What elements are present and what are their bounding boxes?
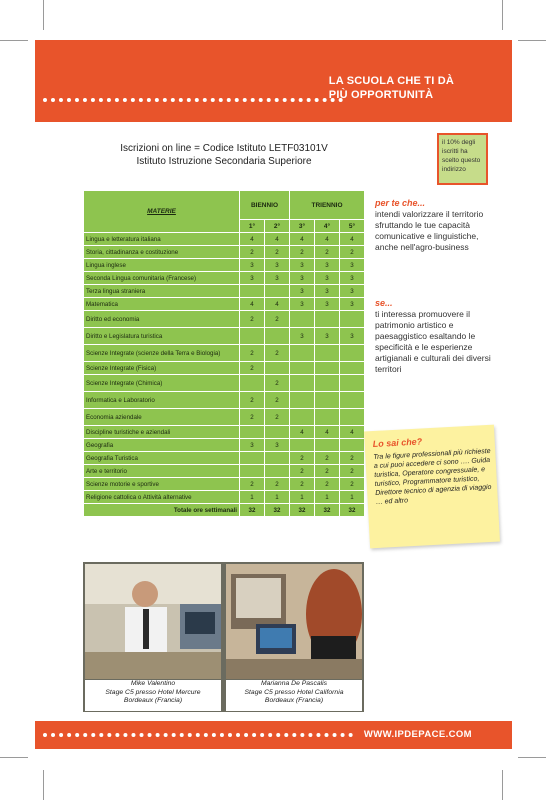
hours-cell: 4	[290, 426, 315, 439]
hours-cell: 2	[315, 465, 340, 478]
table-row	[84, 491, 365, 504]
hours-cell: 2	[240, 362, 265, 375]
year-5: 5°	[340, 220, 365, 233]
hours-cell	[290, 362, 315, 375]
hours-cell	[315, 409, 340, 426]
table-row	[84, 328, 365, 345]
hours-cell	[290, 392, 315, 409]
table-row	[84, 259, 365, 272]
hours-cell	[290, 345, 315, 362]
photo-strip	[83, 562, 364, 712]
crop-mark	[502, 0, 503, 30]
hours-cell: 2	[265, 311, 290, 328]
crop-mark	[518, 757, 546, 758]
hours-cell: 2	[290, 246, 315, 259]
subject-cell: Diritto e Legislatura turistica	[84, 328, 240, 345]
table-row	[84, 426, 365, 439]
hours-cell: 3	[290, 272, 315, 285]
caption-1-place: Bordeaux (Francia)	[123, 697, 183, 704]
subject-cell: Matematica	[84, 298, 240, 311]
table-row	[84, 392, 365, 409]
subject-cell: Geografia	[84, 439, 240, 452]
crop-mark	[502, 770, 503, 800]
hours-cell: 2	[290, 452, 315, 465]
table-row	[84, 345, 365, 362]
registration-code: Iscrizioni on line = Codice Istituto LETF03101V	[120, 143, 328, 154]
hours-cell: 3	[315, 328, 340, 345]
hours-cell	[315, 362, 340, 375]
footer-dots	[43, 733, 353, 737]
hours-cell: 3	[340, 285, 365, 298]
total-5: 32	[340, 504, 365, 517]
subject-cell: Terza lingua straniera	[84, 285, 240, 298]
year-3: 3°	[290, 220, 315, 233]
hours-cell	[265, 285, 290, 298]
subject-cell: Discipline turistiche e aziendali	[84, 426, 240, 439]
total-1: 32	[240, 504, 265, 517]
hours-cell	[265, 426, 290, 439]
hours-cell: 2	[265, 246, 290, 259]
side-body-2: ti interessa promuovere il patrimonio artistico e paesaggistico esaltando le specificità e le esperienze artigianali e culturali dei diversi territori	[375, 309, 491, 374]
hours-cell	[265, 452, 290, 465]
caption-2-stage: Stage C5 presso Hotel California	[244, 688, 344, 696]
hours-cell	[340, 362, 365, 375]
hours-cell: 3	[340, 328, 365, 345]
hours-cell: 4	[340, 233, 365, 246]
hours-cell: 4	[265, 298, 290, 311]
hours-cell: 2	[240, 392, 265, 409]
header-title-line2: PIÙ OPPORTUNITÀ	[328, 89, 434, 101]
hours-cell	[265, 465, 290, 478]
hours-cell: 4	[290, 233, 315, 246]
hours-cell: 2	[240, 311, 265, 328]
table-row	[84, 478, 365, 491]
table-row	[84, 375, 365, 392]
hours-cell	[240, 285, 265, 298]
caption-1-stage: Stage C5 presso Hotel Mercure	[105, 688, 201, 696]
hours-cell: 4	[315, 233, 340, 246]
hours-cell: 3	[290, 259, 315, 272]
hours-cell	[315, 345, 340, 362]
hours-cell: 2	[240, 478, 265, 491]
year-4: 4°	[315, 220, 340, 233]
photo-caption-1	[85, 680, 221, 711]
header-title	[329, 74, 454, 102]
hours-cell	[340, 392, 365, 409]
hours-cell: 4	[315, 426, 340, 439]
hours-cell: 3	[315, 298, 340, 311]
triennio-header: TRIENNIO	[290, 191, 365, 220]
office-photo-1	[85, 564, 221, 679]
hours-cell: 3	[240, 272, 265, 285]
hours-cell: 2	[315, 246, 340, 259]
hours-cell: 2	[315, 478, 340, 491]
subject-cell: Scienze Integrate (scienze della Terra e Biologia)	[84, 345, 240, 362]
hours-cell: 2	[340, 465, 365, 478]
caption-2-name: Marianna De Pascalis	[260, 680, 328, 687]
hours-cell: 3	[290, 285, 315, 298]
hours-cell	[340, 345, 365, 362]
crop-mark	[0, 40, 28, 41]
hours-cell	[340, 311, 365, 328]
total-4: 32	[315, 504, 340, 517]
side-text-1	[375, 198, 493, 253]
hours-cell: 2	[290, 465, 315, 478]
hours-cell	[290, 311, 315, 328]
subject-cell: Lingua inglese	[84, 259, 240, 272]
hours-cell: 1	[340, 491, 365, 504]
table-row	[84, 362, 365, 375]
sticky-note	[364, 425, 500, 549]
hours-cell	[240, 452, 265, 465]
table-row	[84, 439, 365, 452]
hours-cell: 2	[240, 409, 265, 426]
hours-cell	[315, 311, 340, 328]
hours-cell: 2	[265, 409, 290, 426]
total-row	[84, 504, 365, 517]
hours-cell	[315, 375, 340, 392]
hours-cell	[240, 426, 265, 439]
subject-cell: Informatica e Laboratorio	[84, 392, 240, 409]
hours-cell: 4	[265, 233, 290, 246]
website-url[interactable]: WWW.IPDEPACE.COM	[363, 729, 472, 740]
header-band	[35, 40, 512, 122]
hours-cell: 3	[340, 298, 365, 311]
hours-cell: 3	[290, 328, 315, 345]
hours-cell	[240, 375, 265, 392]
crop-mark	[0, 757, 28, 758]
table-row	[84, 409, 365, 426]
hours-cell	[315, 439, 340, 452]
table-row	[84, 285, 365, 298]
curriculum-table-wrap	[83, 190, 365, 517]
hours-cell	[290, 439, 315, 452]
crop-mark	[43, 770, 44, 800]
hours-cell	[290, 409, 315, 426]
table-row	[84, 452, 365, 465]
table-row	[84, 246, 365, 259]
subject-cell: Geografia Turistica	[84, 452, 240, 465]
hours-cell: 2	[240, 246, 265, 259]
hours-cell: 3	[265, 439, 290, 452]
hours-cell	[265, 328, 290, 345]
hours-cell	[265, 362, 290, 375]
table-row	[84, 465, 365, 478]
hours-cell: 3	[340, 272, 365, 285]
footer-band	[35, 721, 512, 749]
table-row	[84, 233, 365, 246]
hours-cell: 3	[315, 259, 340, 272]
hours-cell: 4	[340, 426, 365, 439]
crop-mark	[43, 0, 44, 30]
hours-cell: 2	[265, 392, 290, 409]
header-title-line1: LA SCUOLA CHE TI DÀ	[328, 75, 454, 87]
photo-2	[226, 564, 362, 679]
subject-cell: Scienze Integrate (Chimica)	[84, 375, 240, 392]
table-row	[84, 311, 365, 328]
side-body-1: intendi valorizzare il territorio sfruttando le tue capacità comunicative e linguistiche, anche nell'agro-business	[375, 209, 484, 252]
hours-cell: 1	[290, 491, 315, 504]
office-photo-2	[226, 564, 362, 679]
total-label: Totale ore settimanali	[84, 504, 240, 517]
biennio-header: BIENNIO	[240, 191, 290, 220]
subject-cell: Economia aziendale	[84, 409, 240, 426]
year-2: 2°	[265, 220, 290, 233]
stat-box: il 10% degli iscritti ha scelto questo indirizzo	[437, 133, 488, 185]
subject-cell: Seconda Lingua comunitaria (Francese)	[84, 272, 240, 285]
subject-cell: Arte e territorio	[84, 465, 240, 478]
hours-cell: 2	[340, 246, 365, 259]
caption-1-name: Mike Valentino	[130, 680, 176, 687]
hours-cell: 1	[315, 491, 340, 504]
subject-cell: Religione cattolica o Attività alternative	[84, 491, 240, 504]
hours-cell: 2	[265, 345, 290, 362]
hours-cell: 1	[265, 491, 290, 504]
side-lead-1: per te che...	[375, 198, 426, 208]
subject-cell: Scienze motorie e sportive	[84, 478, 240, 491]
hours-cell: 3	[340, 259, 365, 272]
hours-cell: 3	[240, 439, 265, 452]
table-row	[84, 272, 365, 285]
header-dots	[43, 98, 343, 102]
hours-cell: 3	[240, 259, 265, 272]
hours-cell	[340, 409, 365, 426]
hours-cell	[315, 392, 340, 409]
total-2: 32	[265, 504, 290, 517]
hours-cell: 1	[240, 491, 265, 504]
caption-2-place: Bordeaux (Francia)	[264, 697, 324, 704]
hours-cell: 2	[340, 478, 365, 491]
hours-cell	[340, 375, 365, 392]
crop-mark	[518, 40, 546, 41]
table-row	[84, 298, 365, 311]
subject-cell: Lingua e letteratura italiana	[84, 233, 240, 246]
hours-cell	[340, 439, 365, 452]
photo-1	[85, 564, 221, 679]
note-title: Lo sai che?	[372, 436, 423, 450]
subject-cell: Diritto ed economia	[84, 311, 240, 328]
year-1: 1°	[240, 220, 265, 233]
hours-cell: 2	[265, 478, 290, 491]
photo-caption-2	[226, 680, 362, 711]
institute-name: Istituto Istruzione Secondaria Superiore	[136, 156, 312, 167]
total-3: 32	[290, 504, 315, 517]
hours-cell: 2	[265, 375, 290, 392]
hours-cell: 3	[265, 272, 290, 285]
side-text-2	[375, 298, 493, 375]
hours-cell	[290, 375, 315, 392]
subjects-header: MATERIE	[84, 191, 240, 233]
hours-cell	[240, 328, 265, 345]
hours-cell: 4	[240, 233, 265, 246]
hours-cell: 3	[265, 259, 290, 272]
hours-cell: 2	[240, 345, 265, 362]
hours-cell: 4	[240, 298, 265, 311]
note-body: Tra le figure professionali più richieste a cui puoi accedere ci sono …. Guida turistica, Operatore congressuale, e turistico, Programmatore turistico, Direttore tecnico di agenzia di viaggio … ed altro	[373, 447, 492, 506]
hours-cell: 3	[315, 285, 340, 298]
table-header-row	[84, 191, 365, 220]
subject-cell: Storia, cittadinanza e costituzione	[84, 246, 240, 259]
hours-cell: 3	[315, 272, 340, 285]
hours-cell: 2	[290, 478, 315, 491]
registration-info	[84, 142, 364, 168]
side-lead-2: se...	[375, 298, 393, 308]
hours-cell: 2	[315, 452, 340, 465]
curriculum-table	[83, 190, 365, 517]
hours-cell: 3	[290, 298, 315, 311]
hours-cell	[240, 465, 265, 478]
subject-cell: Scienze Integrate (Fisica)	[84, 362, 240, 375]
hours-cell: 2	[340, 452, 365, 465]
